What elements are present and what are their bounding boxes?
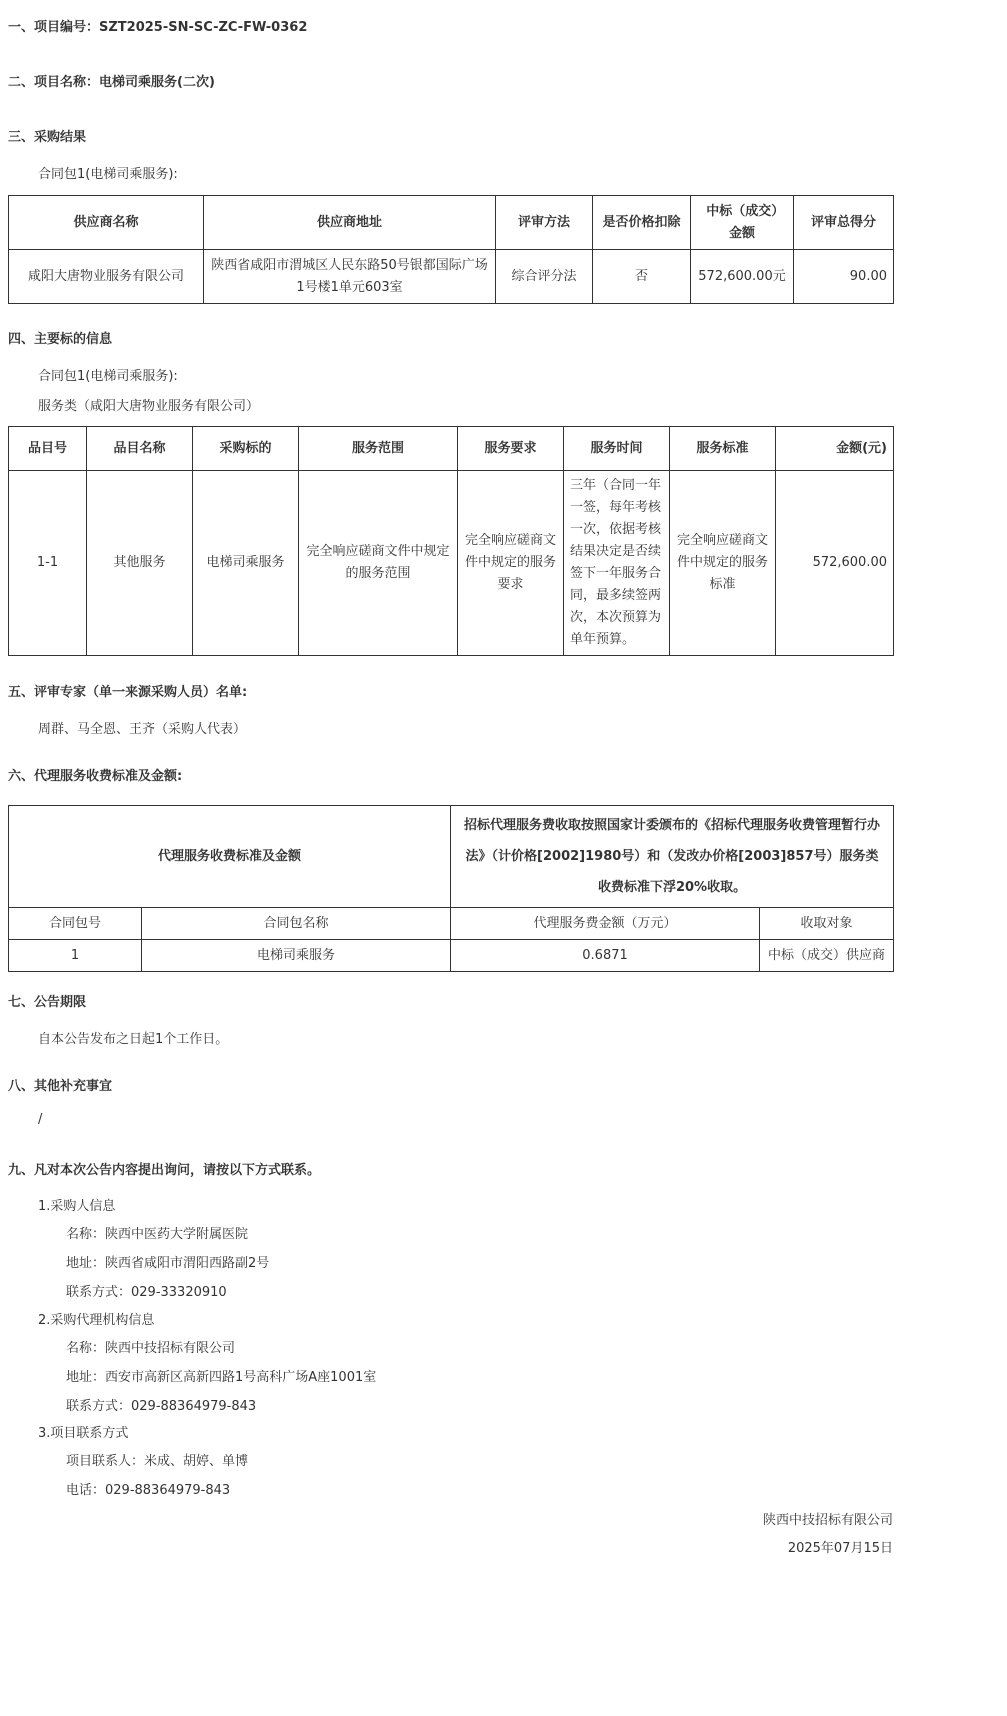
- col-package-no: 合同包号: [9, 908, 142, 940]
- section-title-agency-fee: 六、代理服务收费标准及金额:: [8, 769, 183, 784]
- cell-fee-amount: 0.6871: [451, 940, 760, 972]
- header-supplier-name: 供应商名称: [9, 196, 204, 250]
- main-items-table: [8, 426, 894, 656]
- header-price-deduction: 是否价格扣除: [593, 196, 691, 250]
- section-title-procurement-result: 三、采购结果: [8, 130, 87, 145]
- section-title-notice-period: 七、公告期限: [8, 995, 87, 1010]
- header-service-scope: 服务范围: [299, 427, 458, 471]
- agency-address: 地址：西安市高新区高新四路1号高科广场A座1001室: [66, 1370, 377, 1385]
- purchaser-address: 地址：陕西省咸阳市渭阳西路副2号: [66, 1256, 270, 1271]
- cell-price-deduction: 否: [593, 250, 691, 304]
- section-title-contact: 九、凡对本次公告内容提出询问，请按以下方式联系。: [8, 1163, 321, 1178]
- header-fee-standard-label: 代理服务收费标准及金额: [9, 806, 451, 908]
- table-row: [9, 250, 894, 304]
- cell-package-name: 电梯司乘服务: [142, 940, 451, 972]
- cell-fee-payer: 中标（成交）供应商: [760, 940, 894, 972]
- cell-total-score: 90.00: [794, 250, 894, 304]
- project-name-value: 电梯司乘服务(二次): [99, 75, 215, 90]
- header-total-score: 评审总得分: [794, 196, 894, 250]
- items-category-label: 服务类（咸阳大唐物业服务有限公司）: [38, 399, 260, 414]
- table-row: [9, 940, 894, 972]
- table-header-row: [9, 806, 894, 908]
- cell-item-name: 其他服务: [87, 471, 193, 656]
- table-header-row: [9, 196, 894, 250]
- items-package-label: 合同包1(电梯司乘服务):: [38, 369, 178, 384]
- notice-period-text: 自本公告发布之日起1个工作日。: [38, 1032, 229, 1047]
- footer-date: 2025年07月15日: [787, 1541, 893, 1556]
- project-name-line: [8, 71, 215, 90]
- header-service-requirement: 服务要求: [458, 427, 564, 471]
- cell-service-time: 三年（合同一年一签，每年考核一次，依据考核结果决定是否续签下一年服务合同，最多续签两次，本次预算为单年预算。: [564, 471, 670, 656]
- header-service-time: 服务时间: [564, 427, 670, 471]
- expert-names: 周群、马全恩、王齐（采购人代表）: [38, 722, 247, 737]
- col-fee-payer: 收取对象: [760, 908, 894, 940]
- col-fee-amount: 代理服务费金额（万元）: [451, 908, 760, 940]
- col-package-name: 合同包名称: [142, 908, 451, 940]
- header-supplier-address: 供应商地址: [204, 196, 496, 250]
- project-contact-title: 3.项目联系方式: [38, 1426, 129, 1441]
- header-amount: 金额(元): [776, 427, 894, 471]
- header-fee-standard-desc: 招标代理服务费收取按照国家计委颁布的《招标代理服务收费管理暂行办法》（计价格[2002]1980号）和（发改办价格[2003]857号）服务类收费标准下浮20%收取。: [451, 806, 894, 908]
- cell-procurement-subject: 电梯司乘服务: [193, 471, 299, 656]
- procurement-result-table: [8, 195, 894, 304]
- agency-name: 名称：陕西中技招标有限公司: [66, 1341, 236, 1356]
- header-item-name: 品目名称: [87, 427, 193, 471]
- project-number-value: SZT2025-SN-SC-ZC-FW-0362: [99, 20, 308, 35]
- cell-package-no: 1: [9, 940, 142, 972]
- project-name-label: 二、项目名称：: [8, 75, 100, 90]
- header-award-amount: 中标（成交）金额: [691, 196, 794, 250]
- cell-amount: 572,600.00: [776, 471, 894, 656]
- header-procurement-subject: 采购标的: [193, 427, 299, 471]
- footer-company: 陕西中技招标有限公司: [762, 1513, 893, 1528]
- section-title-experts: 五、评审专家（单一来源采购人员）名单:: [8, 685, 248, 700]
- other-matters-text: /: [38, 1112, 43, 1127]
- cell-supplier-name: 咸阳大唐物业服务有限公司: [9, 250, 204, 304]
- header-evaluation-method: 评审方法: [496, 196, 593, 250]
- cell-service-requirement: 完全响应磋商文件中规定的服务要求: [458, 471, 564, 656]
- agency-info-title: 2.采购代理机构信息: [38, 1313, 155, 1328]
- header-service-standard: 服务标准: [670, 427, 776, 471]
- project-contact-phone: 电话：029-88364979-843: [66, 1483, 231, 1498]
- agency-contact: 联系方式：029-88364979-843: [66, 1399, 257, 1414]
- header-item-no: 品目号: [9, 427, 87, 471]
- project-number-line: [8, 16, 307, 35]
- cell-evaluation-method: 综合评分法: [496, 250, 593, 304]
- result-package-label: 合同包1(电梯司乘服务):: [38, 167, 178, 182]
- cell-service-standard: 完全响应磋商文件中规定的服务标准: [670, 471, 776, 656]
- cell-award-amount: 572,600.00元: [691, 250, 794, 304]
- cell-service-scope: 完全响应磋商文件中规定的服务范围: [299, 471, 458, 656]
- table-row: [9, 471, 894, 656]
- agency-fee-table: [8, 805, 894, 972]
- purchaser-info-title: 1.采购人信息: [38, 1199, 116, 1214]
- table-subheader-row: [9, 908, 894, 940]
- table-header-row: [9, 427, 894, 471]
- section-title-main-items: 四、主要标的信息: [8, 332, 113, 347]
- project-contact-people: 项目联系人：米成、胡婷、单博: [66, 1454, 249, 1469]
- project-number-label: 一、项目编号：: [8, 20, 100, 35]
- section-title-other-matters: 八、其他补充事宜: [8, 1079, 113, 1094]
- purchaser-name: 名称：陕西中医药大学附属医院: [66, 1227, 249, 1242]
- purchaser-contact: 联系方式：029-33320910: [66, 1285, 227, 1300]
- cell-item-no: 1-1: [9, 471, 87, 656]
- cell-supplier-address: 陕西省咸阳市渭城区人民东路50号银都国际广场1号楼1单元603室: [204, 250, 496, 304]
